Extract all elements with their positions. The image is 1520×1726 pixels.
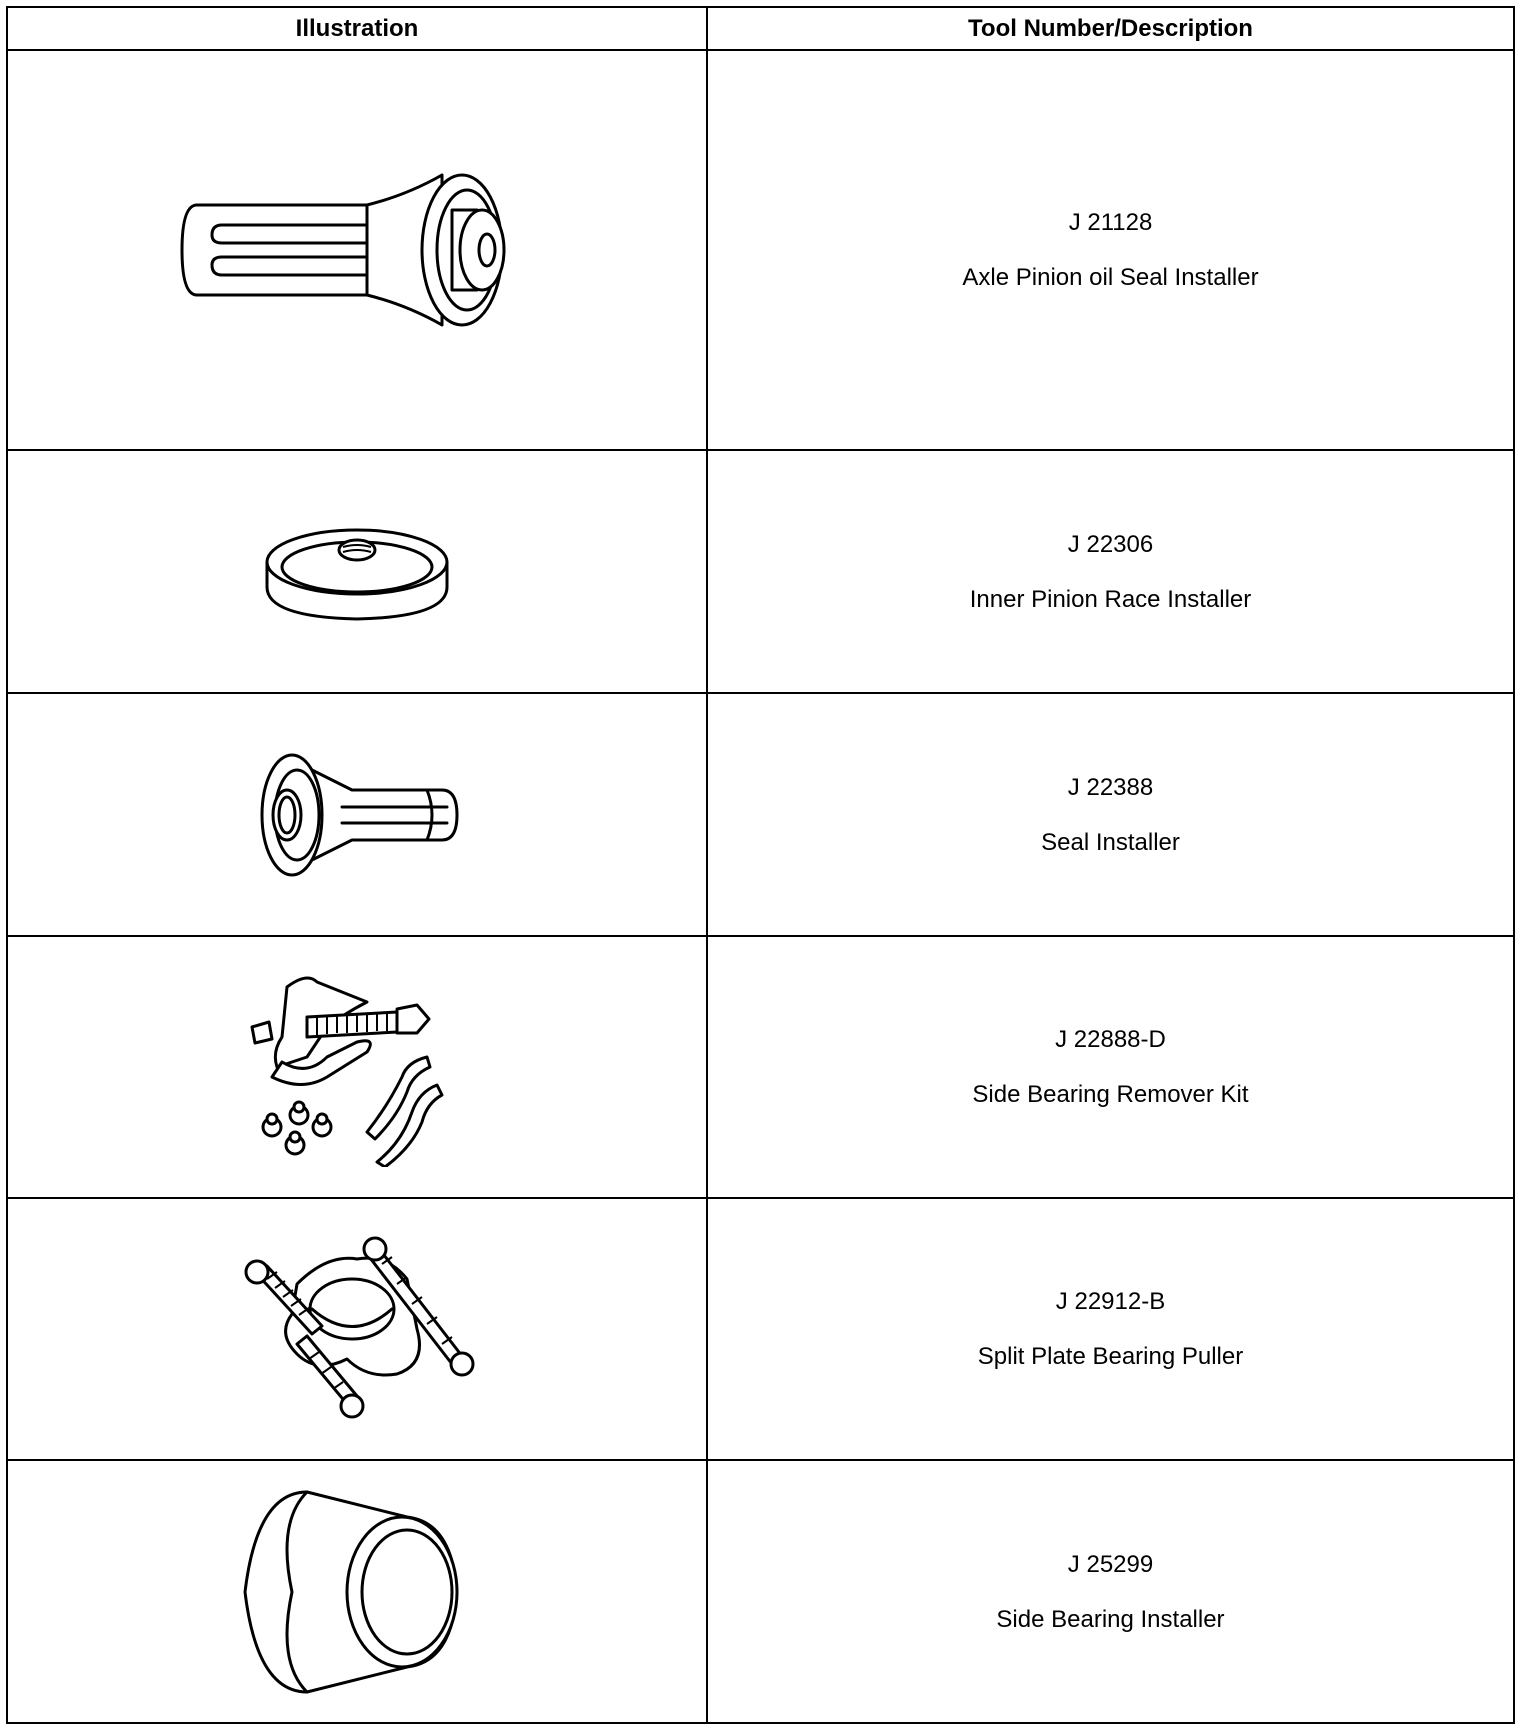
pinion-seal-installer-icon — [177, 165, 537, 335]
bearing-remover-kit-icon — [247, 967, 467, 1167]
tool-description: Seal Installer — [1041, 828, 1180, 856]
description-cell — [707, 936, 1514, 1198]
illustration-cell — [7, 1198, 707, 1460]
split-plate-puller-icon — [237, 1234, 477, 1424]
illustration-cell — [7, 450, 707, 693]
seal-installer-icon — [242, 750, 472, 880]
tool-number: J 25299 — [1067, 1550, 1154, 1578]
tool-number: J 22912-B — [1055, 1288, 1166, 1315]
illustration-cell — [7, 936, 707, 1198]
table-row — [7, 936, 1514, 1198]
table-row — [7, 1198, 1514, 1460]
tool-description: Side Bearing Remover Kit — [972, 1081, 1249, 1108]
side-bearing-installer-icon — [237, 1482, 477, 1702]
tool-number: J 22306 — [1067, 530, 1154, 558]
description-cell — [707, 1460, 1514, 1723]
illustration-cell — [7, 50, 707, 450]
table-row — [7, 450, 1514, 693]
race-installer-disc-icon — [257, 517, 457, 627]
description-cell — [707, 693, 1514, 936]
table-row — [7, 693, 1514, 936]
tool-number: J 22388 — [1067, 773, 1154, 801]
illustration-header: Illustration — [7, 7, 707, 50]
tool-description: Axle Pinion oil Seal Installer — [962, 264, 1259, 291]
tool-number: J 21128 — [1068, 209, 1153, 236]
header-row — [7, 7, 1514, 50]
tool-description: Split Plate Bearing Puller — [977, 1343, 1244, 1370]
description-cell — [707, 50, 1514, 450]
tool-description: Side Bearing Installer — [996, 1605, 1225, 1633]
tool-description: Inner Pinion Race Installer — [969, 585, 1252, 613]
description-cell — [707, 450, 1514, 693]
nut-icon — [263, 1102, 331, 1154]
illustration-cell — [7, 1460, 707, 1723]
description-header: Tool Number/Description — [707, 7, 1514, 50]
special-tools-table — [6, 6, 1515, 1724]
table-row — [7, 1460, 1514, 1723]
description-cell — [707, 1198, 1514, 1460]
illustration-cell — [7, 693, 707, 936]
tool-number: J 22888-D — [1055, 1026, 1166, 1053]
table-row — [7, 50, 1514, 450]
